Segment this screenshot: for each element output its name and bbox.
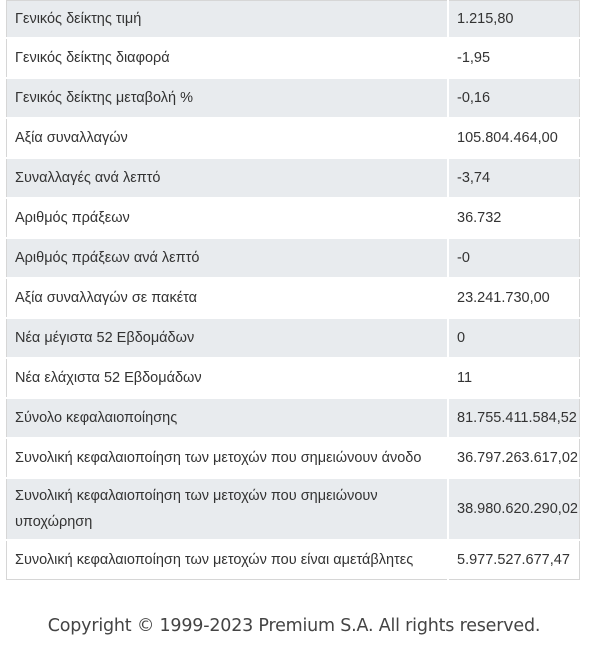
row-label: Συνολική κεφαλαιοποίηση των μετοχών που είναι αμετάβλητες	[7, 540, 449, 580]
row-label: Συνολική κεφαλαιοποίηση των μετοχών που σημειώνουν υποχώρηση	[7, 478, 449, 540]
table-row	[7, 318, 580, 358]
row-label: Γενικός δείκτης διαφορά	[7, 38, 449, 78]
row-label: Συνολική κεφαλαιοποίηση των μετοχών που σημειώνουν άνοδο	[7, 438, 449, 478]
row-value: 105.804.464,00	[448, 118, 580, 158]
row-label: Σύνολο κεφαλαιοποίησης	[7, 398, 449, 438]
table-row	[7, 438, 580, 478]
row-label: Αριθμός πράξεων ανά λεπτό	[7, 238, 449, 278]
table-row	[7, 238, 580, 278]
table-row	[7, 358, 580, 398]
market-stats-table	[6, 0, 580, 580]
row-value: 1.215,80	[448, 1, 580, 39]
table-row	[7, 38, 580, 78]
row-value: 0	[448, 318, 580, 358]
row-label: Αριθμός πράξεων	[7, 198, 449, 238]
row-value: 11	[448, 358, 580, 398]
table-row	[7, 118, 580, 158]
row-value: 81.755.411.584,52	[448, 398, 580, 438]
row-value: 36.797.263.617,02	[448, 438, 580, 478]
row-value: -0,16	[448, 78, 580, 118]
table-row	[7, 540, 580, 580]
table-row	[7, 158, 580, 198]
row-value: -0	[448, 238, 580, 278]
table-row	[7, 198, 580, 238]
table-row	[7, 398, 580, 438]
row-value: -1,95	[448, 38, 580, 78]
table-row	[7, 1, 580, 39]
row-label: Νέα μέγιστα 52 Εβδομάδων	[7, 318, 449, 358]
row-label: Νέα ελάχιστα 52 Εβδομάδων	[7, 358, 449, 398]
row-value: 23.241.730,00	[448, 278, 580, 318]
row-value: 36.732	[448, 198, 580, 238]
table-row	[7, 78, 580, 118]
row-value: -3,74	[448, 158, 580, 198]
copyright-footer: Copyright © 1999-2023 Premium S.A. All rights reserved.	[47, 616, 541, 636]
row-value: 38.980.620.290,02	[448, 478, 580, 540]
row-label: Γενικός δείκτης μεταβολή %	[7, 78, 449, 118]
row-label: Γενικός δείκτης τιμή	[7, 1, 449, 39]
table-row	[7, 278, 580, 318]
market-stats-table-container	[6, 0, 580, 580]
row-label: Συναλλαγές ανά λεπτό	[7, 158, 449, 198]
row-label: Αξία συναλλαγών σε πακέτα	[7, 278, 449, 318]
row-label: Αξία συναλλαγών	[7, 118, 449, 158]
row-value: 5.977.527.677,47	[448, 540, 580, 580]
table-row	[7, 478, 580, 540]
